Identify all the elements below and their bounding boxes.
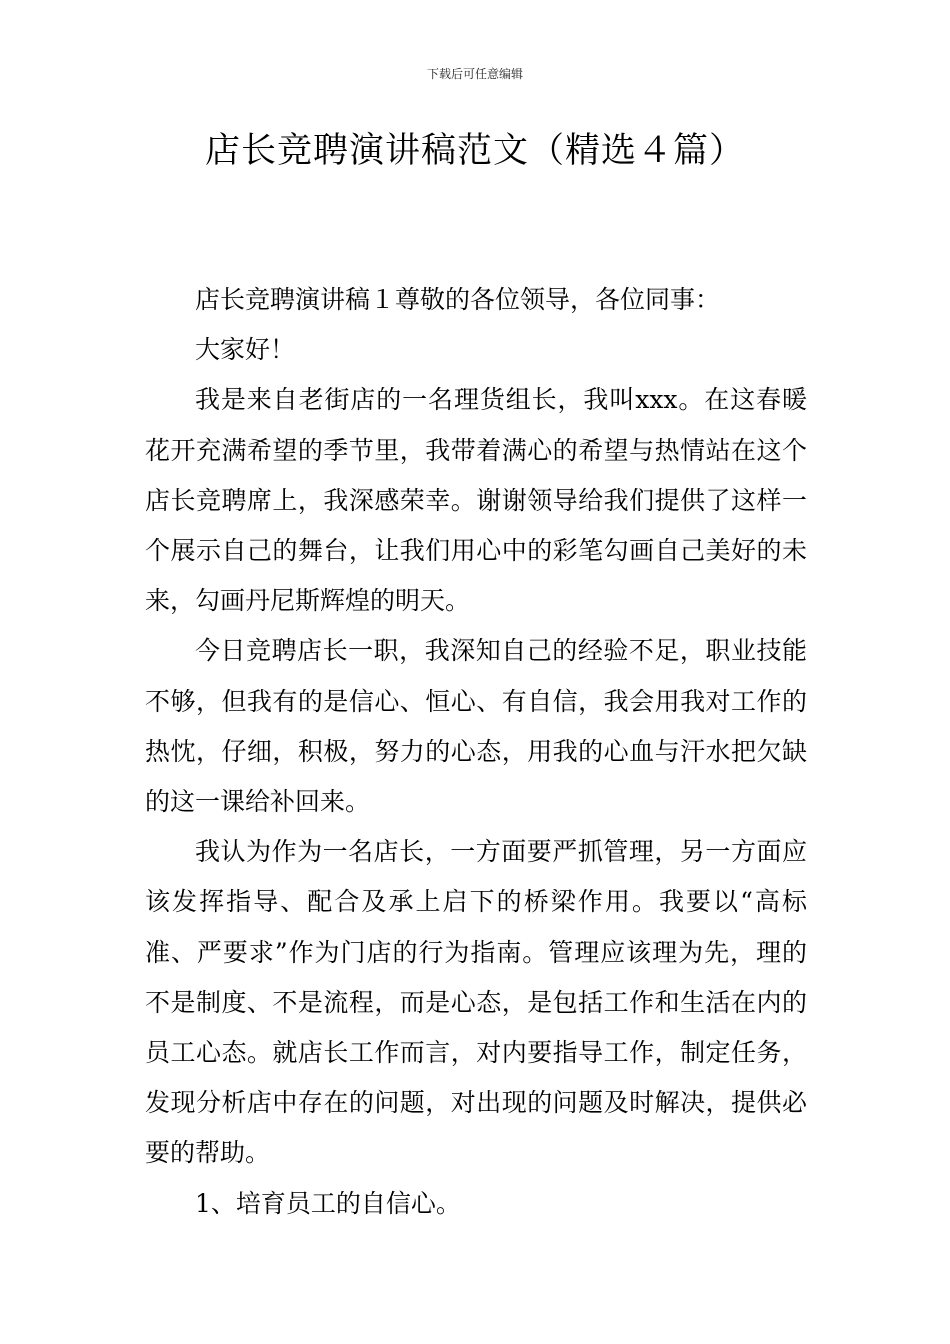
header-note: 下载后可任意编辑 [426, 67, 523, 81]
paragraph-introduction: 我是来自老街店的一名理货组长，我叫xxx。在这春暖花开充满希望的季节里，我带着满心的希望与热情站在这个店长竞聘席上，我深感荣幸。谢谢领导给我们提供了这样一个展示自己的舞台，让我们用心中的彩笔勾画自己美好的未来，勾画丹尼斯辉煌的明天。 [145, 385, 807, 616]
document-title: 店长竞聘演讲稿范文（精选４篇） [204, 131, 745, 171]
paragraph-management-view: 我认为作为一名店长，一方面要严抓管理，另一方面应该发挥指导、配合及承上启下的桥梁作用。我要以“高标准、严要求”作为门店的行为指南。管理应该理为先，理的不是制度、不是流程，而是心态，是包括工作和生活在内的员工心态。就店长工作而言，对内要指导工作，制定任务，发现分析店中存在的问题，对出现的问题及时解决，提供必要的帮助。 [145, 837, 807, 1168]
paragraph-list-item-1: 1、培育员工的自信心。 [195, 1188, 461, 1218]
paragraph-greeting: 大家好！ [195, 335, 296, 365]
paragraph-salutation: 店长竞聘演讲稿１尊敬的各位领导，各位同事： [195, 285, 721, 314]
document-body [145, 275, 807, 1229]
paragraph-commitment: 今日竞聘店长一职，我深知自己的经验不足，职业技能不够，但我有的是信心、恒心、有自信，我会用我对工作的热忱，仔细，积极，努力的心态，用我的心血与汗水把欠缺的这一课给补回来。 [145, 636, 807, 817]
